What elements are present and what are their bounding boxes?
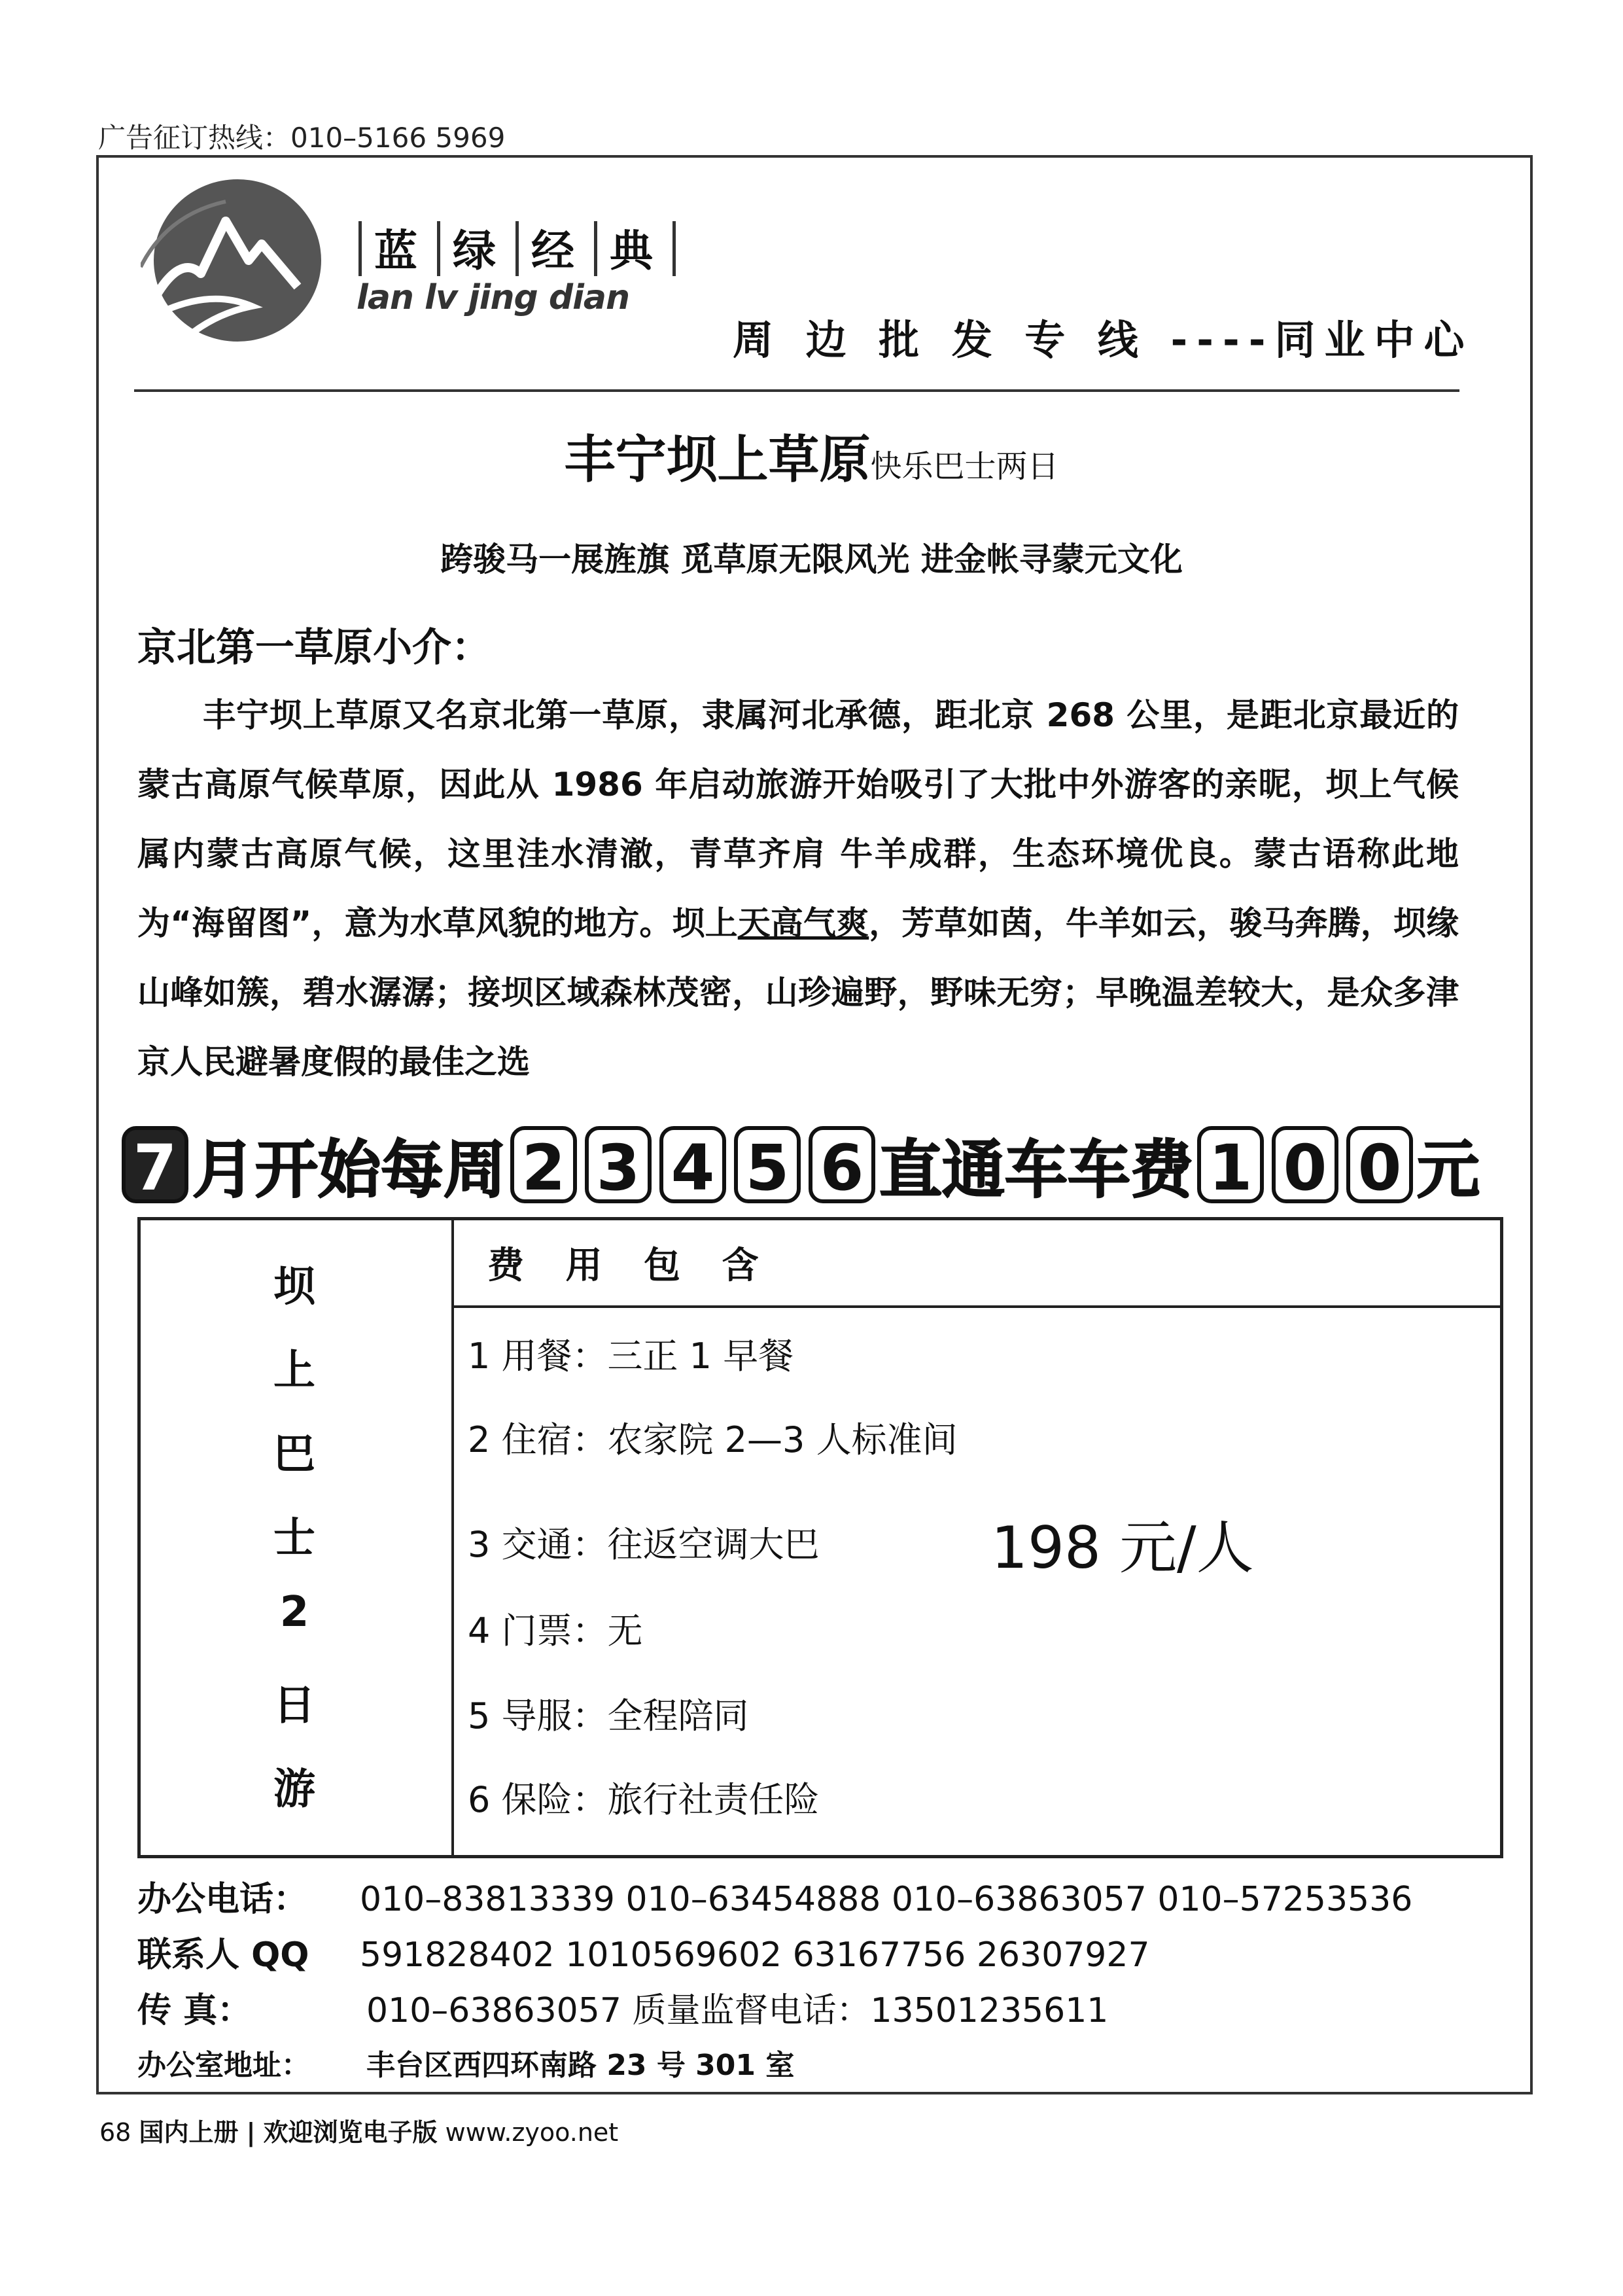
logo-divider <box>672 221 676 276</box>
package-title-char: 上 <box>273 1347 315 1395</box>
slogan: 跨骏马一展旌旗 觅草原无限风光 进金帐寻蒙元文化 <box>440 540 1183 578</box>
brand-pinyin: lan lv jing dian <box>357 278 630 317</box>
fee-item: 2 住宿：农家院 2—3 人标准间 <box>468 1419 958 1460</box>
office-phones: 010–83813339 010–63454888 010–63863057 010–57253536 <box>360 1880 1413 1919</box>
fax-line: 010–63863057 质量监督电话：13501235611 <box>366 1991 1109 2030</box>
address: 丰台区西四环南路 23 号 301 室 <box>366 2049 795 2082</box>
brand-char: 蓝 <box>374 225 417 276</box>
footer-browse: 欢迎浏览电子版 <box>263 2118 438 2147</box>
package-title-char: 士 <box>273 1514 315 1563</box>
promo-day: 4 <box>659 1126 726 1203</box>
promo-text: 直通车车费 <box>879 1133 1193 1207</box>
brand-char: 绿 <box>453 225 496 276</box>
address-label: 办公室地址： <box>137 2049 310 2082</box>
promo-day: 6 <box>809 1126 875 1203</box>
fee-item: 3 交通：往返空调大巴 <box>468 1524 820 1565</box>
package-title-char: 游 <box>273 1765 315 1814</box>
qq-label: 联系人 QQ <box>137 1935 309 1975</box>
package-title-char: 坝 <box>273 1263 315 1311</box>
fee-header: 费 用 包 含 <box>487 1245 773 1287</box>
package-title-char: 巴 <box>273 1430 315 1479</box>
logo-divider <box>594 221 597 276</box>
promo-banner <box>118 1122 1480 1207</box>
logo-divider <box>515 221 519 276</box>
promo-day: 2 <box>510 1126 577 1203</box>
header-divider <box>134 389 1459 392</box>
brand-char: 经 <box>531 225 574 276</box>
table-column-divider <box>451 1217 454 1858</box>
fax-row <box>137 1983 1108 2032</box>
page-footer <box>99 2112 618 2148</box>
page-number: 68 <box>99 2118 131 2147</box>
logo-divider <box>437 221 440 276</box>
package-title-char: 日 <box>273 1682 315 1730</box>
intro-text: ，芳草如茵，牛羊如云，骏马奔腾，坝缘山峰如簇，碧水潺潺；接坝区域森林茂密，山珍遍野，野味无穷；早晚温差较大，是众多津京人民避暑度假的最佳之选 <box>137 904 1459 1081</box>
promo-text: 月开始每周 <box>192 1133 506 1207</box>
ad-hotline: 广告征订热线：010–5166 5969 <box>98 122 506 154</box>
mountain-logo-icon <box>141 175 324 345</box>
title-main: 丰宁坝上草原 <box>564 431 871 489</box>
footer-section: 国内上册 <box>139 2118 239 2147</box>
address-row <box>137 2041 794 2083</box>
logo-divider <box>358 221 362 276</box>
qq-row <box>137 1927 1150 1976</box>
office-phone-row <box>137 1871 1412 1920</box>
promo-unit: 元 <box>1417 1133 1480 1207</box>
qq-numbers: 591828402 1010569602 63167756 26307927 <box>360 1935 1150 1975</box>
brand-tagline: 周 边 批 发 专 线 ----同业中心 <box>733 316 1474 364</box>
promo-fare-digit: 0 <box>1346 1126 1413 1203</box>
brand-char: 典 <box>610 225 653 276</box>
fee-item: 4 门票：无 <box>468 1610 643 1651</box>
table-header-divider <box>451 1305 1503 1308</box>
promo-day: 3 <box>585 1126 652 1203</box>
promo-month: 7 <box>122 1126 188 1203</box>
fee-item: 6 保险：旅行社责任险 <box>468 1779 820 1820</box>
promo-day: 5 <box>734 1126 801 1203</box>
office-phone-label: 办公电话： <box>137 1880 308 1919</box>
package-title-char: 2 <box>279 1588 309 1636</box>
intro-text: 丰宁坝上草原又名京北第一草原，隶属河北承德，距北京 268 公里，是距北京最近的蒙古高原气候草原，因此从 1986 年启动旅游开始吸引了大批中外游客的亲昵，坝上气候属内蒙古高原气候，这里洼水清澈，青草齐肩 牛羊成群，生态环境优良。蒙古语称此地为“海留图”，意为水草风貌的地方。坝上 <box>137 696 1459 942</box>
page-title <box>0 419 1623 492</box>
footer-separator: | <box>246 2118 256 2147</box>
title-sub: 快乐巴士两日 <box>870 448 1059 485</box>
promo-fare-digit: 1 <box>1197 1126 1264 1203</box>
intro-heading: 京北第一草原小介： <box>137 625 491 671</box>
intro-paragraph <box>137 680 1459 1097</box>
fee-item: 5 导服：全程陪同 <box>468 1695 749 1737</box>
package-price: 198 元/人 <box>991 1514 1254 1581</box>
footer-url[interactable]: www.zyoo.net <box>445 2118 619 2147</box>
intro-underlined: 天高气爽 <box>737 904 869 942</box>
promo-fare-digit: 0 <box>1272 1126 1338 1203</box>
fax-label: 传 真： <box>137 1991 252 2030</box>
fee-item: 1 用餐：三正 1 早餐 <box>468 1335 794 1377</box>
